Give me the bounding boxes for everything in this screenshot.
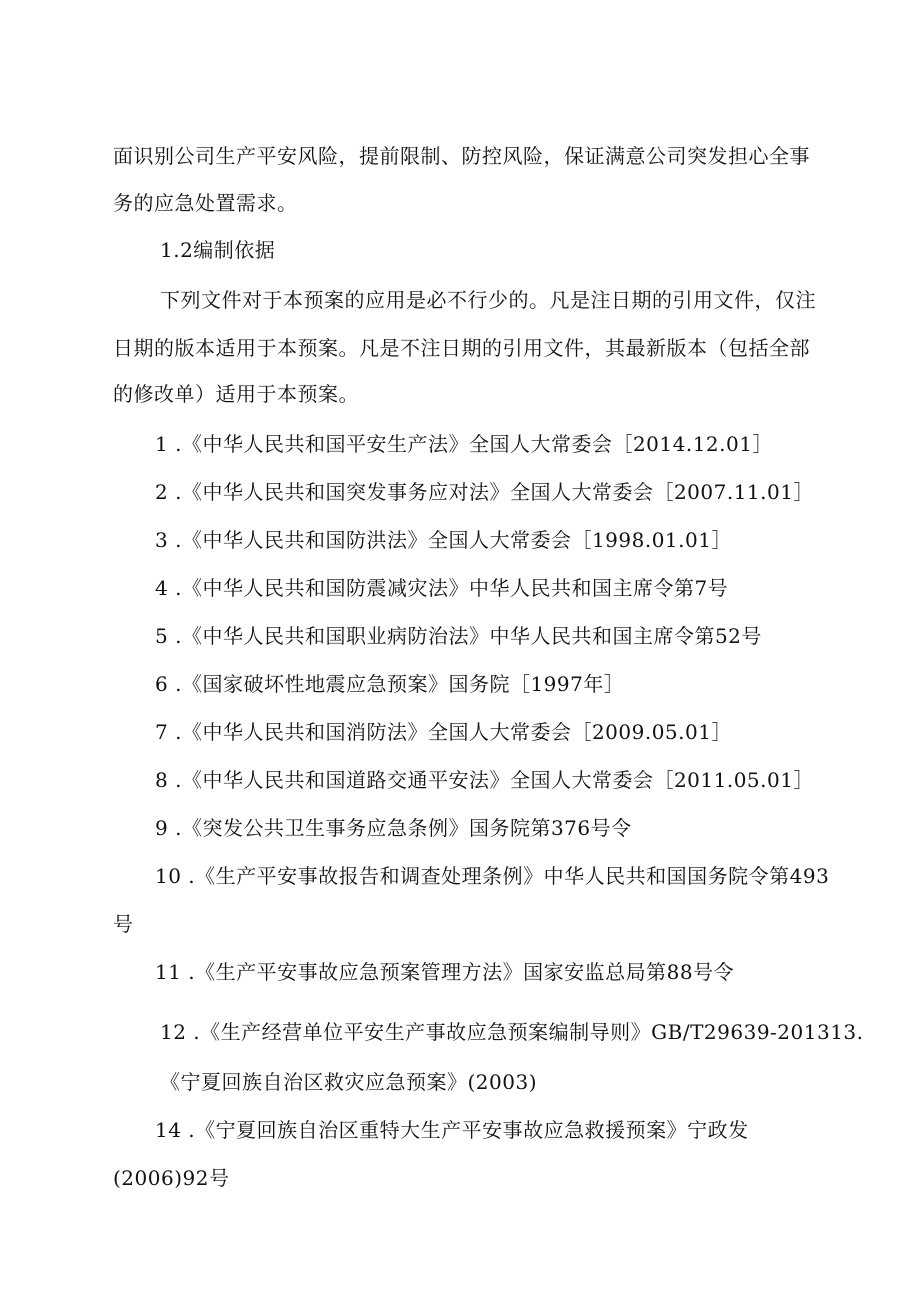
reference-item-12: 12 .《生产经营单位平安生产事故应急预案编制导则》GB/T29639-201313.: [160, 1020, 864, 1044]
reference-item-2: 2 .《中华人民共和国突发事务应对法》全国人大常委会［2007.11.01］: [155, 480, 814, 504]
basis-line-3: 的修改单）适用于本预案。: [113, 382, 359, 406]
reference-item-14: 14 .《宁夏回族自治区重特大生产平安事故应急救援预案》宁政发: [155, 1118, 749, 1142]
intro-line-2: 务的应急处置需求。: [113, 191, 298, 215]
reference-item-10-continued: 号: [113, 912, 134, 936]
basis-line-2: 日期的版本适用于本预案。凡是不注日期的引用文件，其最新版本（包括全部: [113, 336, 810, 360]
reference-item-4: 4 .《中华人民共和国防震减灾法》中华人民共和国主席令第7号: [155, 576, 729, 600]
basis-line-1: 下列文件对于本预案的应用是必不行少的。凡是注日期的引用文件，仅注: [160, 288, 816, 312]
reference-item-8: 8 .《中华人民共和国道路交通平安法》全国人大常委会［2011.05.01］: [155, 768, 814, 792]
reference-item-6: 6 .《国家破坏性地震应急预案》国务院［1997年］: [155, 672, 625, 696]
reference-item-14-continued: (2006)92号: [113, 1166, 230, 1190]
reference-item-1: 1 .《中华人民共和国平安生产法》全国人大常委会［2014.12.01］: [155, 432, 773, 456]
reference-item-10: 10 .《生产平安事故报告和调查处理条例》中华人民共和国国务院令第493: [155, 864, 830, 888]
reference-item-9: 9 .《突发公共卫生事务应急条例》国务院第376号令: [155, 816, 632, 840]
reference-item-13: 《宁夏回族自治区救灾应急预案》(2003): [160, 1070, 538, 1094]
reference-item-7: 7 .《中华人民共和国消防法》全国人大常委会［2009.05.01］: [155, 720, 732, 744]
section-heading: 1.2编制依据: [160, 238, 276, 262]
intro-line-1: 面识别公司生产平安风险，提前限制、防控风险，保证满意公司突发担心全事: [113, 144, 810, 168]
reference-item-11: 11 .《生产平安事故应急预案管理方法》国家安监总局第88号令: [155, 960, 735, 984]
reference-item-3: 3 .《中华人民共和国防洪法》全国人大常委会［1998.01.01］: [155, 528, 732, 552]
reference-item-5: 5 .《中华人民共和国职业病防治法》中华人民共和国主席令第52号: [155, 624, 762, 648]
